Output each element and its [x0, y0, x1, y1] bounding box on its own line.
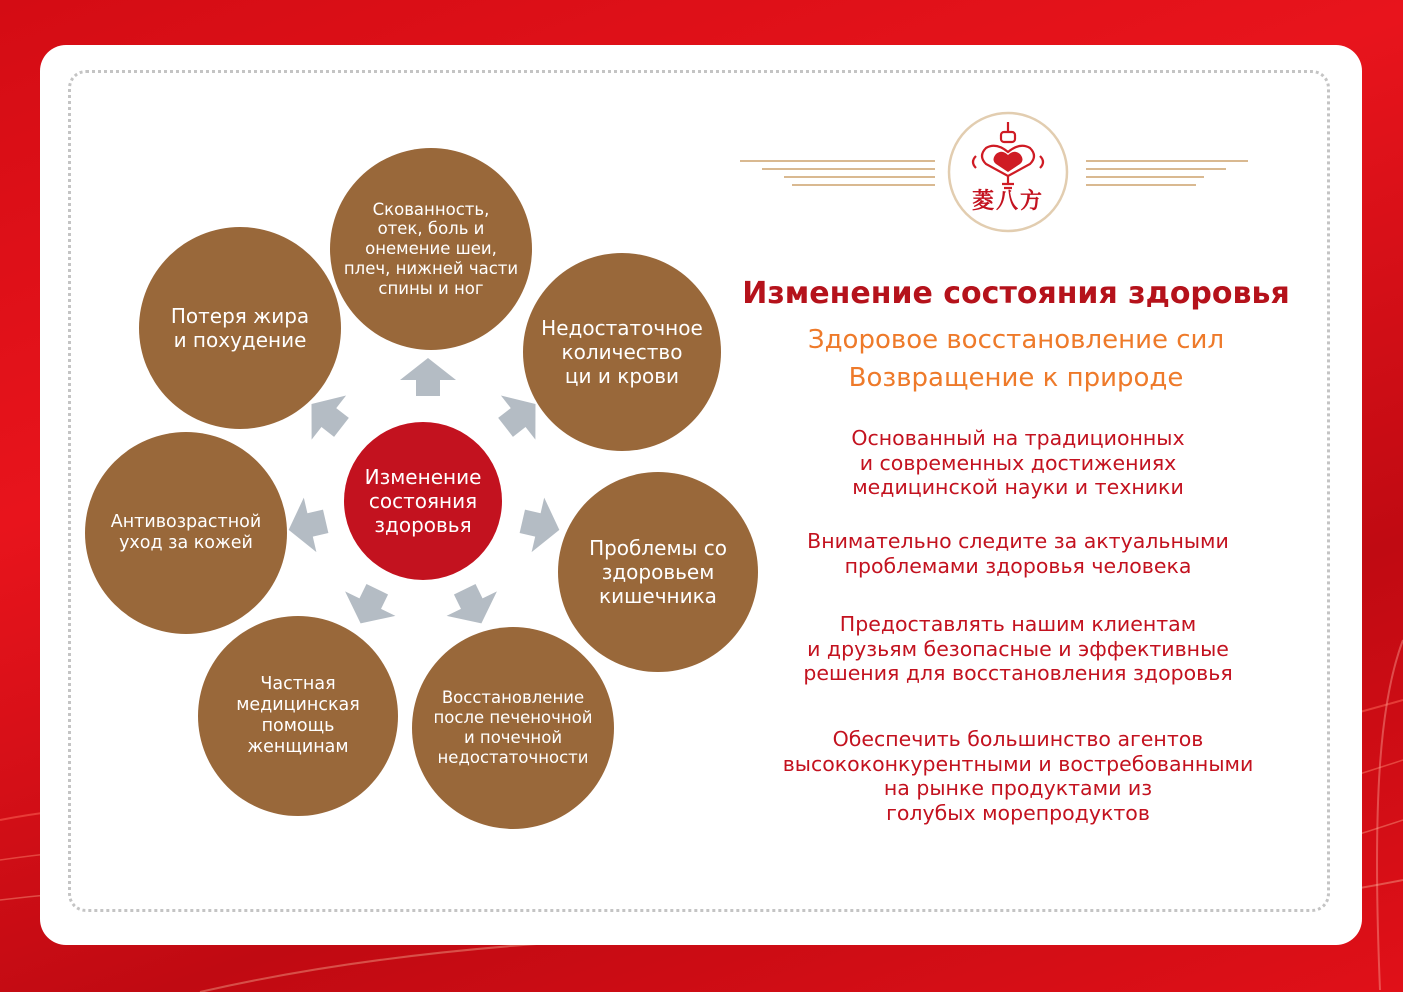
node-stiffness [330, 148, 532, 350]
node-label: Антивозрастной уход за кожей [110, 512, 262, 553]
paragraph-4: Обеспечить большинство агентов высококонкурентными и востребованными на рынке продуктами из голубых морепродуктов [782, 727, 1254, 825]
paragraph-3: Предоставлять нашим клиентам и друзьям безопасные и эффективные решения для восстановления здоровья [803, 612, 1233, 686]
subtitle-2: Возвращение к природе [848, 363, 1184, 393]
node-label: Частная медицинская помощь женщинам [236, 674, 360, 757]
node-anti-aging [85, 432, 287, 634]
node-liver-kidney [412, 627, 614, 829]
subtitle-1: Здоровое восстановление сил [807, 325, 1225, 355]
node-label: Проблемы со здоровьем кишечника [589, 536, 727, 608]
paragraph-1: Основанный на традиционных и современных достижениях медицинской науки и техники [851, 426, 1185, 500]
node-weight-loss [139, 227, 341, 429]
brand-logo [946, 110, 1070, 234]
node-label: Потеря жира и похудение [170, 304, 310, 352]
node-label: Восстановление после печеночной и почечной недостаточности [433, 688, 593, 767]
main-heading: Изменение состояния здоровья [742, 276, 1290, 311]
center-node [344, 422, 502, 580]
node-qi-blood [523, 253, 721, 451]
paragraph-2: Внимательно следите за актуальными проблемами здоровья человека [807, 529, 1229, 578]
center-node-label: Изменение состояния здоровья [364, 465, 482, 537]
node-label: Скованность, отек, боль и онемение шеи, плеч, нижней части спины и ног [343, 199, 519, 298]
node-label: Недостаточное количество ци и крови [541, 316, 703, 388]
node-women-care [198, 616, 398, 816]
chinese-knot-heart-icon [946, 110, 1070, 234]
logo-text: 菱八方 [971, 188, 1044, 214]
